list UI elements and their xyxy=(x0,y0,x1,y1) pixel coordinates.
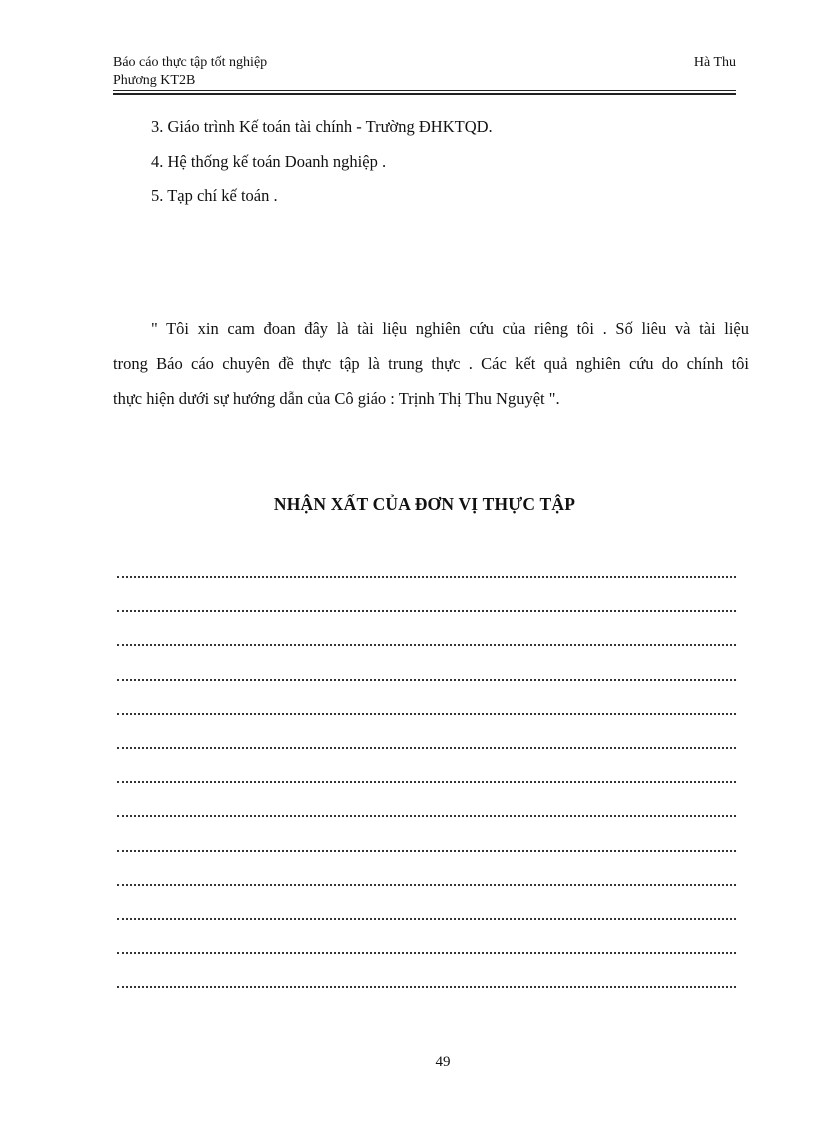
section-title: NHẬN XẤT CỦA ĐƠN VỊ THỰC TẬP xyxy=(273,494,576,514)
reference-item: 5. Tạp chí kế toán . xyxy=(151,186,278,205)
dotted-line xyxy=(117,986,736,1020)
dotted-line xyxy=(117,884,736,918)
dotted-line xyxy=(117,952,736,986)
dotted-line xyxy=(117,781,736,815)
reference-item: 4. Hệ thống kế toán Doanh nghiệp . xyxy=(151,151,387,171)
comment-lines xyxy=(117,576,736,1020)
header-left xyxy=(113,54,267,90)
dotted-line xyxy=(117,644,736,678)
header-author-name: Hà Thu xyxy=(693,55,736,70)
dotted-line xyxy=(117,918,736,952)
reference-item: 3. Giáo trình Kế toán tài chính - Trường ĐHKTQD. xyxy=(151,117,493,136)
declaration-line: thực hiện dưới sự hướng dẫn của Cô giáo : Trịnh Thị Thu Nguyệt ". xyxy=(113,389,560,408)
header-rule-thick xyxy=(113,93,736,95)
dotted-line xyxy=(117,713,736,747)
dotted-line xyxy=(117,747,736,781)
dotted-line xyxy=(117,679,736,713)
dotted-line xyxy=(117,815,736,849)
page-number: 49 xyxy=(435,1054,451,1070)
declaration-line: " Tôi xin cam đoan đây là tài liệu nghiên cứu của riêng tôi . Số liêu và tài liệu xyxy=(151,319,749,338)
header-rule-thin xyxy=(113,90,736,91)
dotted-line xyxy=(117,850,736,884)
reference-list xyxy=(151,116,493,220)
dotted-line xyxy=(117,576,736,610)
declaration-paragraph xyxy=(113,318,749,423)
header-author-class: Phương KT2B xyxy=(113,73,196,88)
header-report-title: Báo cáo thực tập tốt nghiệp xyxy=(113,55,268,70)
declaration-line: trong Báo cáo chuyên đề thực tập là trung thực . Các kết quả nghiên cứu do chính tôi xyxy=(113,354,749,373)
dotted-line xyxy=(117,610,736,644)
